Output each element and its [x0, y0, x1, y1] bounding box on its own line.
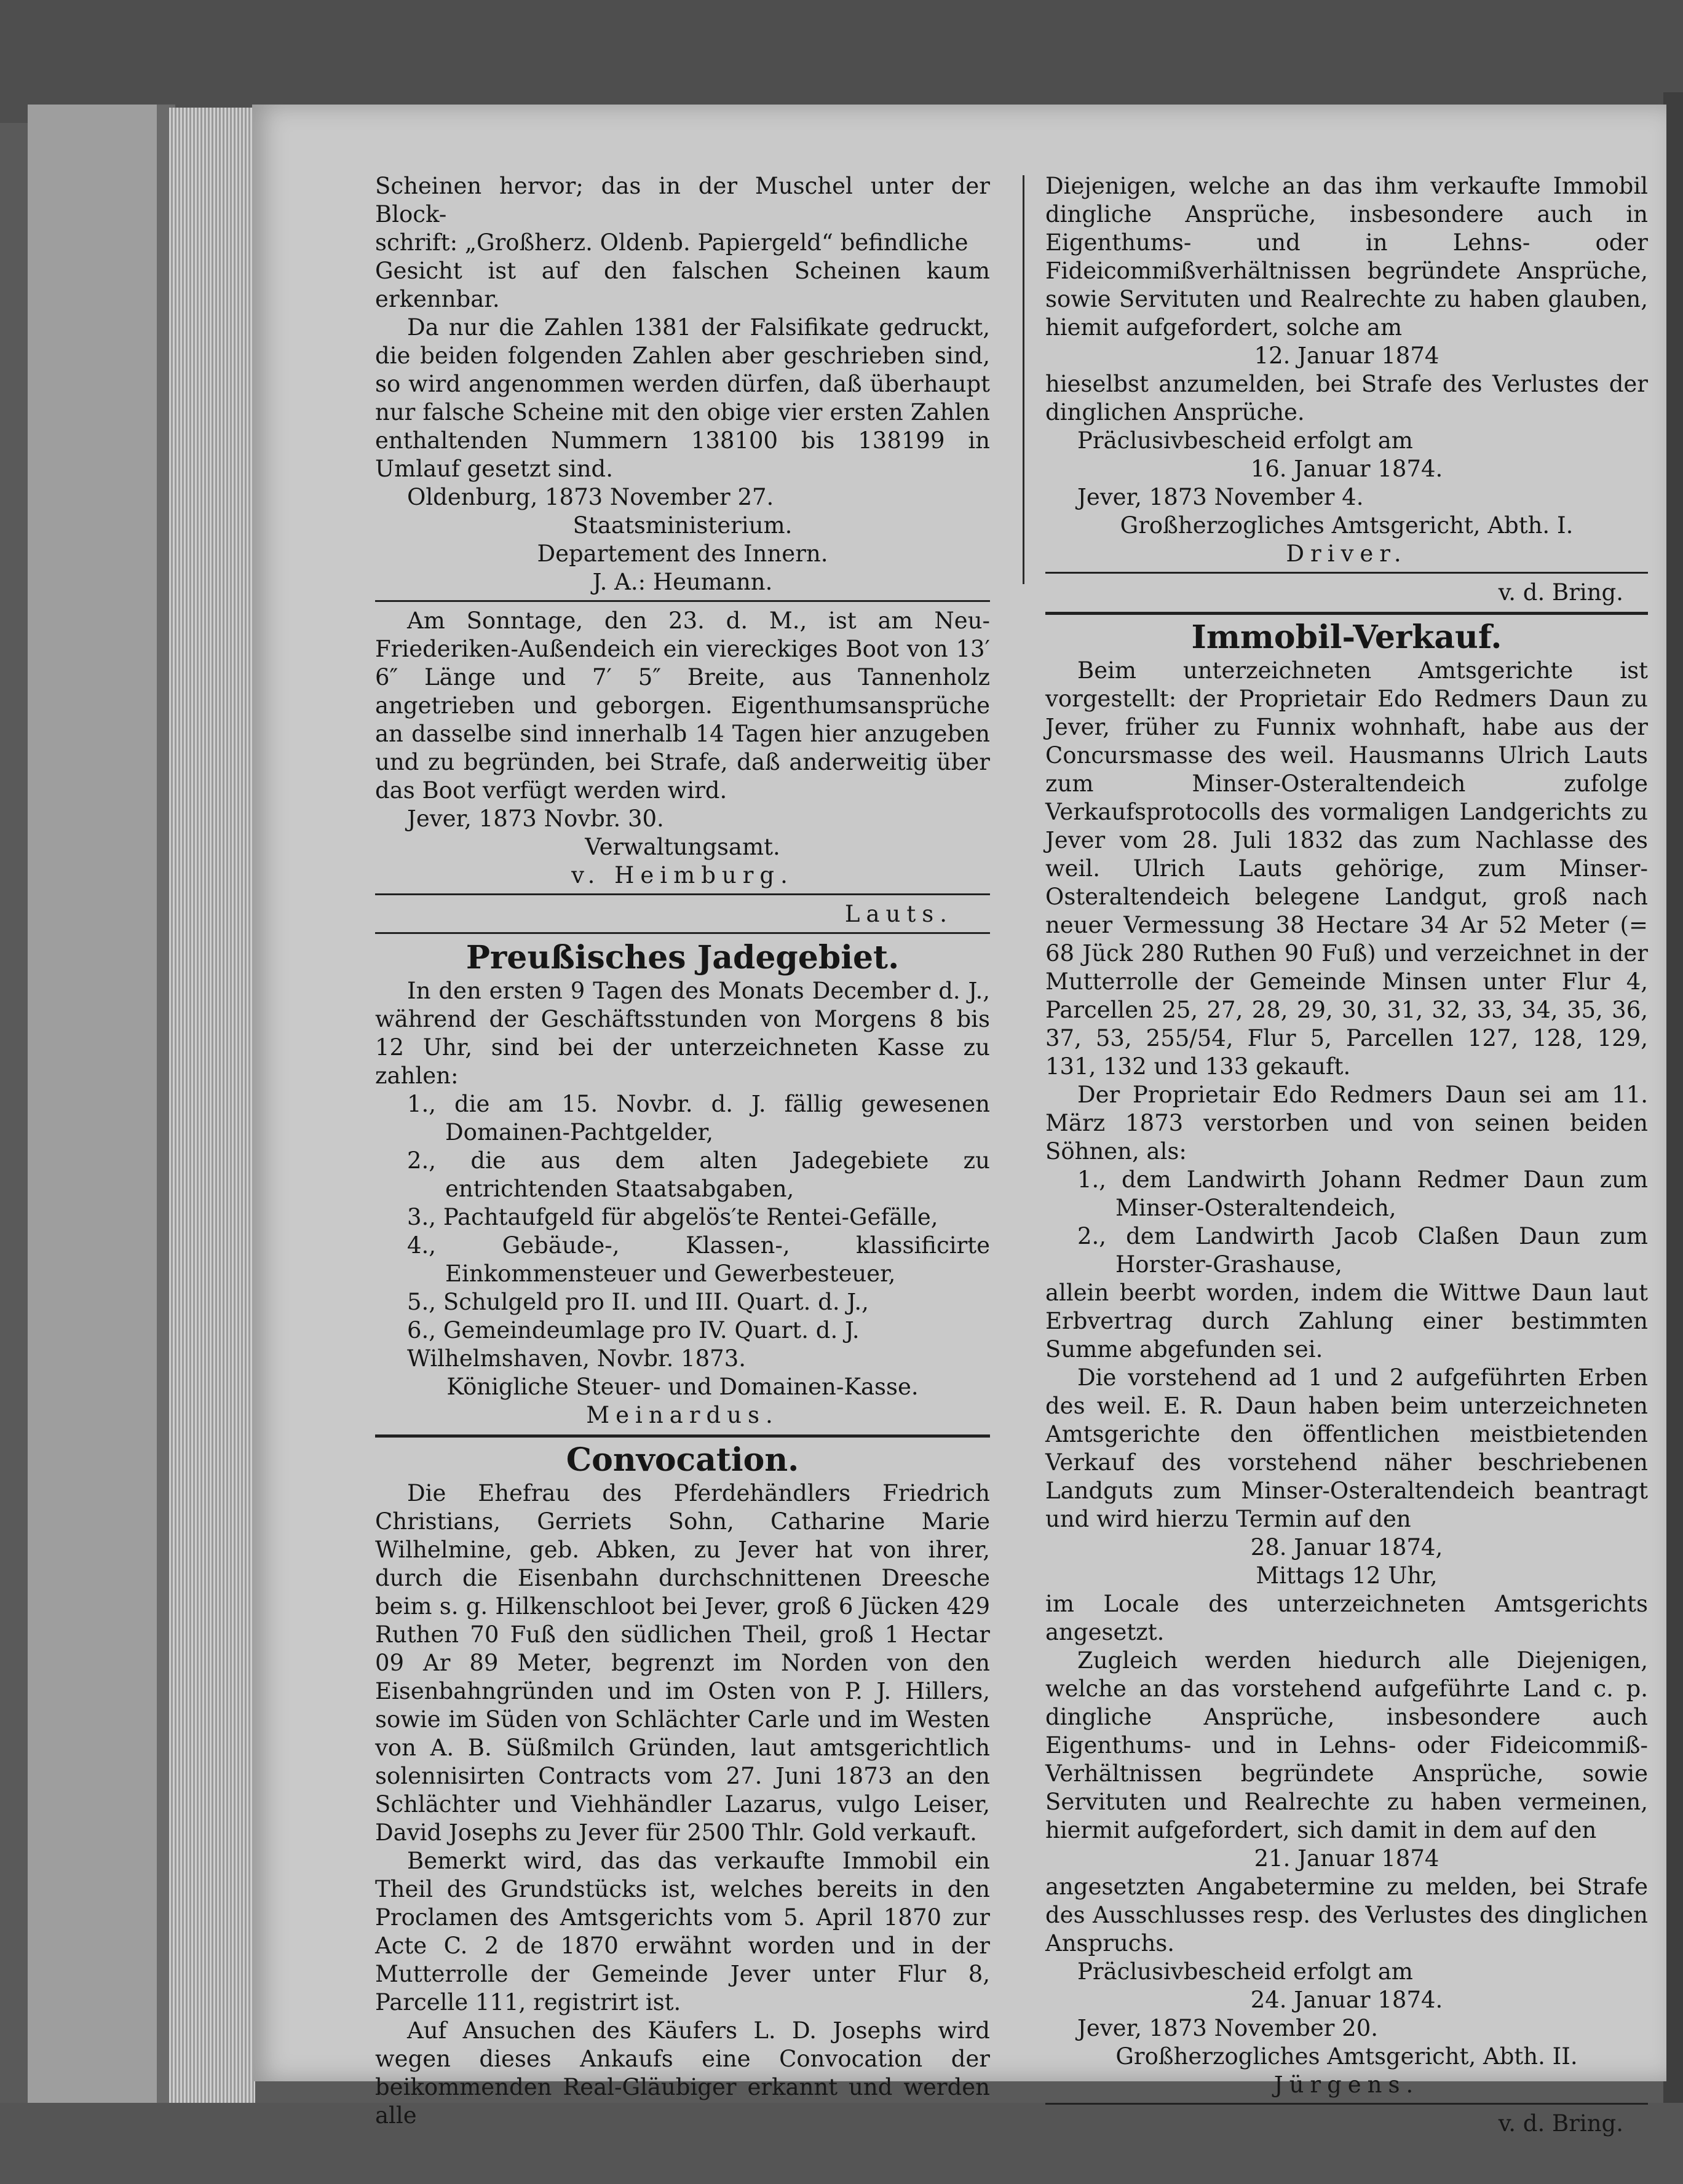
book-cover-board [28, 105, 169, 2103]
convocation-paragraph: Auf Ansuchen des Käufers L. D. Josephs wird wegen dieses Ankaufs eine Convocation der beikommenden Real-Gläubiger erkannt und werden alle [375, 2017, 990, 2129]
intro-line: Scheinen hervor; das in der Muschel unter der Block- [375, 173, 990, 228]
place-date: Jever, 1873 November 4. [1077, 484, 1364, 510]
newspaper-page [252, 105, 1666, 2137]
sale-paragraph: Die vorstehend ad 1 und 2 aufgeführten Erben des weil. E. R. Daun haben beim unterzeichneten Amtsgerichte den öffentlichen meistbietenden Verkauf des vorstehend näher beschriebenen Landguts zum Minser-Osteraltendeich beantragt und wird hierzu Termin auf den [1045, 1364, 1648, 1532]
section-heading: Immobil-Verkauf. [1191, 619, 1502, 656]
separator-rule [375, 932, 990, 934]
separator-rule [375, 600, 990, 602]
authority: Großherzogliches Amtsgericht, Abth. II. [1115, 2043, 1578, 2070]
heirs-list [1045, 1166, 1648, 1279]
separator-rule [375, 893, 990, 895]
authority: Großherzogliches Amtsgericht, Abth. I. [1120, 512, 1574, 539]
payment-list [375, 1090, 990, 1345]
place-date: Oldenburg, 1873 November 27. [407, 484, 774, 510]
authority: Königliche Steuer- und Domainen-Kasse. [446, 1374, 919, 1400]
separator-rule [1045, 572, 1648, 574]
signature: Jürgens. [1273, 2071, 1420, 2098]
praeclusiv-line: Präclusivbescheid erfolgt am [1077, 427, 1413, 454]
signature: Meinardus. [586, 1402, 779, 1428]
time-line: Mittags 12 Uhr, [1256, 1562, 1438, 1589]
convocation-paragraph: Die Ehefrau des Pferdehändlers Friedrich Christians, Gerriets Sohn, Catharine Marie Wilhelmine, geb. Abken, zu Jever hat von ihrer, durch die Eisenbahn durchschnittenen Dreesche beim s. g. Hilkenschloot bei Jever, groß 6 Jücken 429 Ruthen 70 Fuß den südlichen Theil, groß 1 Hectar 09 Ar 89 Meter, begrenzt im Norden von den Eisenbahngründen und im Osten von P. J. Hillers, sowie im Süden von Schlächter Carle und im Westen von A. B. Süßmilch Gründen, laut amtsgerichtlich solennisirten Contracts vom 27. Juni 1873 an den Schlächter und Viehhändler Lazarus, vulgo Leiser, David Josephs zu Jever für 2500 Thlr. Gold verkauft. [375, 1480, 990, 1846]
page-edges [169, 108, 255, 2112]
signature: v. Heimburg. [571, 862, 794, 888]
department: Departement des Innern. [537, 540, 828, 567]
list-item: 4., Gebäude-, Klassen-, klassificirte Einkommensteuer und Gewerbesteuer, [407, 1232, 990, 1287]
column-divider [1023, 175, 1024, 584]
signature: v. d. Bring. [1498, 2110, 1623, 2137]
list-item: 2., die aus dem alten Jadegebiete zu entrichtenden Staatsabgaben, [407, 1147, 990, 1202]
authority: Verwaltungsamt. [585, 834, 780, 860]
intro-line: schrift: „Großherz. Oldenb. Papiergeld“ befindliche [375, 229, 968, 256]
signature: J. A.: Heumann. [592, 569, 773, 595]
list-item: 1., die am 15. Novbr. d. J. fällig gewesenen Domainen-Pachtgelder, [407, 1091, 990, 1145]
separator-rule [1045, 2103, 1648, 2105]
place-date: Wilhelmshaven, Novbr. 1873. [407, 1345, 746, 1372]
signature: v. d. Bring. [1498, 579, 1623, 606]
list-item: 2., dem Landwirth Jacob Claßen Daun zum Horster-Grashause, [1077, 1223, 1648, 1278]
continuation-paragraph: Diejenigen, welche an das ihm verkaufte Immobil dingliche Ansprüche, insbesondere auch in Eigenthums- und in Lehns- oder Fideicommißverhältnissen begründete Ansprüche, sowie Servituten und Realrechte zu haben glauben, hiemit aufgefordert, solche am [1045, 173, 1648, 341]
list-item: 1., dem Landwirth Johann Redmer Daun zum Minser-Osteraltendeich, [1077, 1166, 1648, 1221]
date-line: 28. Januar 1874, [1250, 1534, 1443, 1561]
sale-paragraph: allein beerbt worden, indem die Wittwe Daun laut Erbvertrag durch Zahlung einer bestimmten Summe abgefunden sei. [1045, 1280, 1648, 1363]
sale-paragraph: Beim unterzeichneten Amtsgerichte ist vorgestellt: der Proprietair Edo Redmers Daun zu Jever, früher zu Funnix wohnhaft, habe aus der Concursmasse des weil. Hausmanns Ulrich Lauts zum Minser-Osteraltendeich zufolge Verkaufsprotocolls des vormaligen Landgerichts zu Jever vom 28. Juli 1832 das zum Nachlasse des weil. Ulrich Lauts gehörige, zum Minser-Osteraltendeich belegene Landgut, groß nach neuer Vermessung 38 Hectare 34 Ar 52 Meter (= 68 Jück 280 Ruthen 90 Fuß) und verzeichnet in der Mutterrolle der Gemeinde Minsen unter Flur 4, Parcellen 25, 27, 28, 29, 30, 31, 32, 33, 34, 35, 36, 37, 53, 255/54, Flur 5, Parcellen 127, 128, 129, 131, 132 und 133 gekauft. [1045, 657, 1648, 1080]
boat-notice-paragraph: Am Sonntage, den 23. d. M., ist am Neu-Friederiken-Außendeich ein viereckiges Boot von 13′ 6″ Länge und 7′ 5″ Breite, aus Tannenholz angetrieben und geborgen. Eigenthumsansprüche an dasselbe sind innerhalb 14 Tagen hier anzugeben und zu begründen, bei Strafe, daß anderweitig über das Boot verfügt werden wird. [375, 607, 990, 804]
section-heading: Convocation. [566, 1441, 799, 1479]
convocation-paragraph: Bemerkt wird, das das verkaufte Immobil ein Theil des Grundstücks ist, welches bereits in den Proclamen des Amtsgerichts vom 5. April 1870 zur Acte C. 2 de 1870 erwähnt worden und in der Mutterrolle der Gemeinde Jever unter Flur 8, Parcelle 111, registrirt ist. [375, 1848, 990, 2016]
date-line: 16. Januar 1874. [1250, 456, 1443, 482]
list-item: 3., Pachtaufgeld für abgelös′te Rentei-Gefälle, [407, 1204, 938, 1230]
left-column [375, 172, 990, 2130]
list-item: 5., Schulgeld pro II. und III. Quart. d. J., [407, 1289, 869, 1315]
section-heading: Preußisches Jadegebiet. [465, 939, 900, 976]
praeclusiv-line: Präclusivbescheid erfolgt am [1077, 1958, 1413, 1985]
sale-paragraph: Zugleich werden hiedurch alle Diejenigen, welche an das vorstehend aufgeführte Land c. p. dingliche Ansprüche, insbesondere auch Eigenthums- und in Lehns- oder Fideicommiß-Verhältnissen begründete Ansprüche, sowie Servituten und Realrechte zu haben vermeinen, hiermit aufgefordert, sich damit in dem auf den [1045, 1647, 1648, 1843]
separator-rule [375, 1434, 990, 1438]
right-column [1045, 172, 1648, 2138]
sale-paragraph: angesetzten Angabetermine zu melden, bei Strafe des Ausschlusses resp. des Verlustes des dinglichen Anspruchs. [1045, 1873, 1648, 1957]
place-date: Jever, 1873 Novbr. 30. [407, 805, 664, 832]
signature: Driver. [1286, 540, 1408, 567]
date-line: 21. Januar 1874 [1254, 1845, 1439, 1872]
sale-paragraph: im Locale des unterzeichneten Amtsgerichts angesetzt. [1045, 1591, 1648, 1645]
intro-line: Gesicht ist auf den falschen Scheinen kaum erkennbar. [375, 258, 990, 312]
authority: Staatsministerium. [572, 512, 793, 539]
place-date: Jever, 1873 November 20. [1077, 2015, 1379, 2041]
sale-paragraph: Der Proprietair Edo Redmers Daun sei am 11. März 1873 verstorben und von seinen beiden Söhnen, als: [1045, 1082, 1648, 1165]
separator-rule [1045, 612, 1648, 615]
continuation-paragraph: hieselbst anzumelden, bei Strafe des Verlustes der dinglichen Ansprüche. [1045, 371, 1648, 425]
date-line: 24. Januar 1874. [1250, 1987, 1443, 2013]
list-item: 6., Gemeindeumlage pro IV. Quart. d. J. [407, 1317, 860, 1343]
jade-paragraph: In den ersten 9 Tagen des Monats December d. J., während der Geschäftsstunden von Morgens 8 bis 12 Uhr, sind bei der unterzeichneten Kasse zu zahlen: [375, 978, 990, 1089]
date-line: 12. Januar 1874 [1254, 342, 1439, 369]
counterfeit-paragraph: Da nur die Zahlen 1381 der Falsifikate gedruckt, die beiden folgenden Zahlen aber geschrieben sind, so wird angenommen werden dürfen, daß überhaupt nur falsche Scheine mit den obige vier ersten Zahlen enthaltenden Nummern 138100 bis 138199 in Umlauf gesetzt sind. [375, 314, 990, 482]
signature: Lauts. [844, 901, 953, 927]
